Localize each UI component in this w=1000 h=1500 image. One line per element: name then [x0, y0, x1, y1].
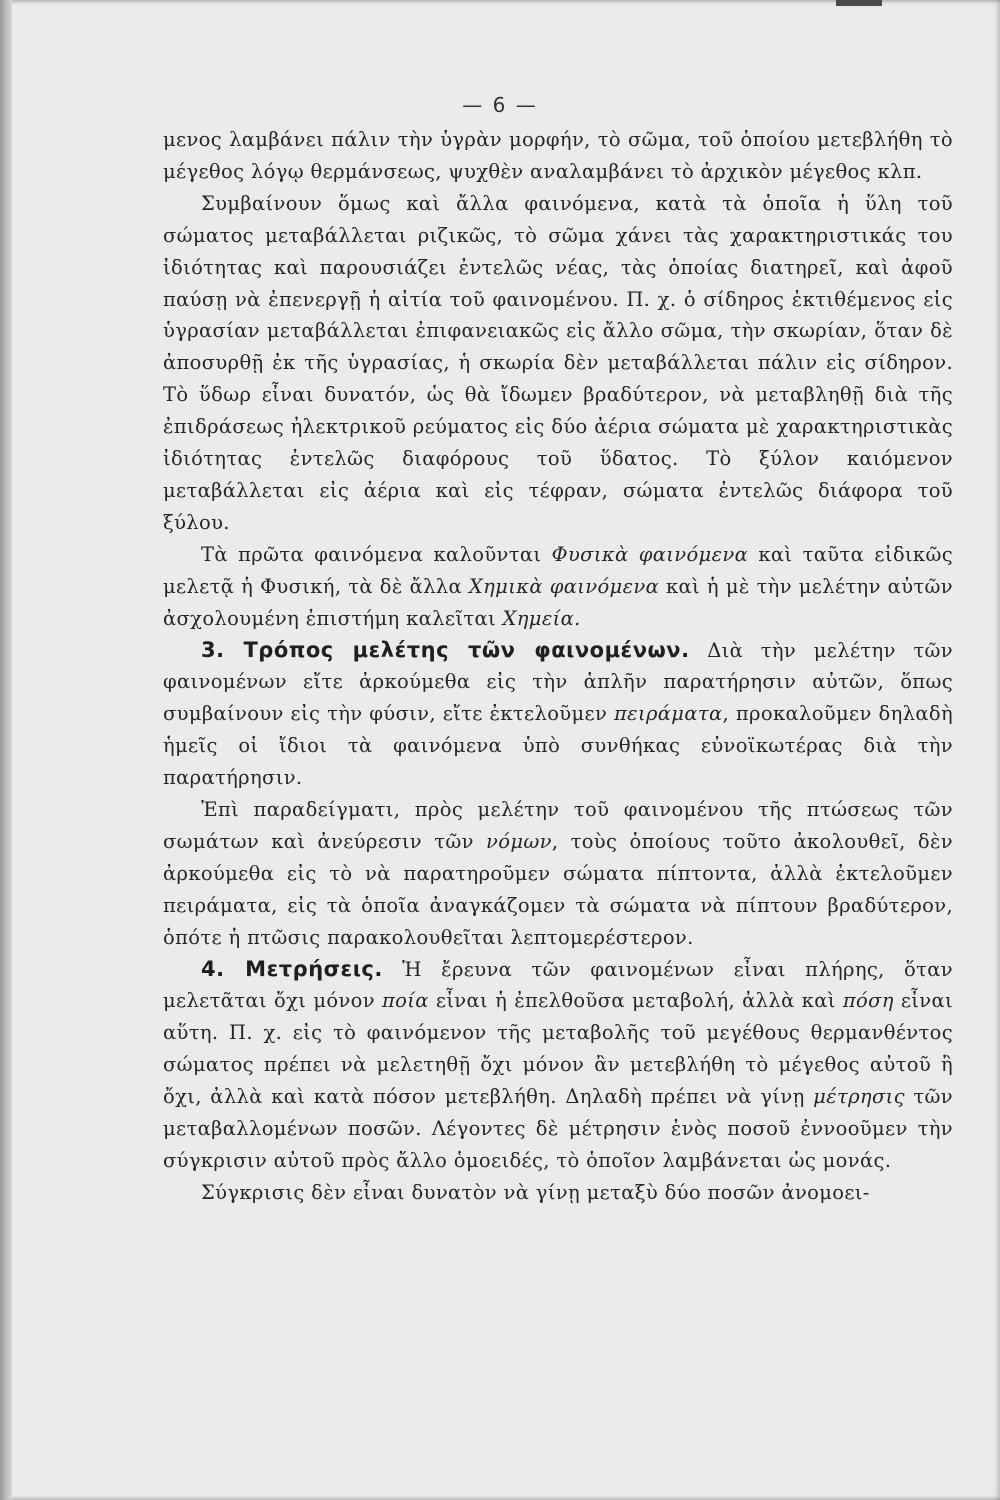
emphasized-text: Χημεία.: [502, 606, 581, 630]
text-run: Ἡ ἔρευνα τῶν φαινομένων εἶναι πλήρης, ὅταν μελετᾶται ὄχι μόνον: [163, 957, 954, 1013]
paragraph: [163, 188, 953, 539]
emphasized-text: νόμων: [486, 829, 552, 853]
text-run: καὶ ἡ μὲ τὴν μελέτην αὐτῶν ἀσχολουμένη ἐπιστήμη καλεῖται: [163, 574, 953, 630]
body-text: [163, 124, 953, 1209]
paragraph: [163, 1177, 953, 1209]
emphasized-text: πειράματα: [614, 702, 723, 726]
text-run: Διὰ τὴν μελέτην τῶν φαινομένων εἴτε ἀρκούμεθα εἰς τὴν ἁπλῆν παρατήρησιν αὐτῶν, ὅπως συμβαίνουν εἰς τὴν φύσιν, εἴτε ἐκτελοῦμεν: [163, 638, 954, 726]
emphasized-text: ποία: [382, 989, 429, 1013]
ink-mark: [836, 0, 882, 6]
paragraph: [163, 794, 953, 954]
emphasized-text: μέτρησις: [813, 1085, 905, 1109]
text-run: καὶ ταῦτα εἰδικῶς μελετᾷ ἡ Φυσική, τὰ δὲ ἄλλα: [163, 542, 953, 598]
paragraph: [163, 539, 953, 635]
emphasized-text: πόση: [842, 989, 894, 1013]
text-run: Τὰ πρῶτα φαινόμενα καλοῦνται: [201, 542, 552, 566]
page-shadow-edge: [0, 0, 12, 1500]
emphasized-text: Χημικὰ φαινόμενα: [468, 574, 660, 598]
emphasized-text: Φυσικὰ φαινόμενα: [551, 542, 749, 566]
paragraph: [163, 124, 953, 188]
paragraph: [163, 635, 953, 795]
text-run: μενος λαμβάνει πάλιν τὴν ὑγρὰν μορφήν, τὸ σῶμα, τοῦ ὁποίου μετεβλήθη τὸ μέγεθος λόγῳ θερμάνσεως, ψυχθὲν αναλαμβάνει τὸ ἀρχικὸν μέγεθος κλπ.: [163, 128, 953, 183]
section-heading: 3. Τρόπος μελέτης τῶν φαινομένων.: [201, 637, 690, 662]
paragraph: [163, 954, 953, 1177]
text-run: , τοὺς ὁποίους τοῦτο ἀκολουθεῖ, δὲν ἀρκούμεθα εἰς τὸ νὰ παρατηροῦμεν σώματα πίπτοντα, ἀλλὰ ἐκτελοῦμεν πειράματα, εἰς τὰ ὁποῖα ἀναγκάζομεν τὰ σώματα νὰ πίπτουν βραδύτερον, ὁπότε ἡ πτῶσις παρακολουθεῖται λεπτομερέστερον.: [163, 829, 954, 949]
text-run: τῶν μεταβαλλομένων ποσῶν. Λέγοντες δὲ μέτρησιν ἑνὸς ποσοῦ ἐννοοῦμεν τὴν σύγκρισιν αὐτοῦ πρὸς ἄλλο ὁμοειδές, τὸ ὁποῖον λαμβάνεται ὡς μονάς.: [163, 1085, 953, 1172]
page-number: — 6 —: [462, 93, 538, 117]
text-run: Συμβαίνουν ὅμως καὶ ἄλλα φαινόμενα, κατὰ τὰ ὁποῖα ἡ ὕλη τοῦ σώματος μεταβάλλεται ριζικῶς, τὸ σῶμα χάνει τὰς χαρακτηριστικάς του ἰδιότητας καὶ παρουσιάζει ἐντελῶς νέας, τὰς ὁποίας διατηρεῖ, καὶ ἀφοῦ παύσῃ νὰ ἐπενεργῇ ἡ αἰτία τοῦ φαινομένου. Π. χ. ὁ σίδηρος ἐκτιθέμενος εἰς ὑγρασίαν μεταβάλλεται ἐπιφανειακῶς εἰς ἄλλο σῶμα, τὴν σκωρίαν, ὅταν δὲ ἀποσυρθῇ ἐκ τῆς ὑγρασίας, ἡ σκωρία δὲν μεταβάλλεται πάλιν εἰς σίδηρον. Τὸ ὕδωρ εἶναι δυνατόν, ὡς θὰ ἴδωμεν βραδύτερον, νὰ μεταβληθῇ διὰ τῆς ἐπιδράσεως ἠλεκτρικοῦ ρεύματος εἰς δύο ἀέρια σώματα μὲ χαρακτηριστικὰς ἰδιότητας ἐντελῶς διαφόρους τοῦ ὕδατος. Τὸ ξύλον καιόμενον μεταβάλλεται εἰς ἀέρια καὶ εἰς τέφραν, σώματα ἐντελῶς διάφορα τοῦ ξύλου.: [163, 191, 953, 534]
text-run: εἶναι ἡ ἐπελθοῦσα μεταβολή, ἀλλὰ καὶ: [428, 989, 843, 1013]
text-run: , προκαλοῦμεν δηλαδὴ ἡμεῖς οἱ ἴδιοι τὰ φαινόμενα ὑπὸ συνθήκας εὐνοϊκωτέρας διὰ τὴν παρατήρησιν.: [163, 702, 953, 790]
text-run: εἶναι αὕτη. Π. χ. εἰς τὸ φαινόμενον τῆς μεταβολῆς τοῦ μεγέθους θερμανθέντος σώματος πρέπει νὰ μελετηθῇ ὄχι μόνον ἂν μετεβλήθη τὸ μέγεθος αὐτοῦ ἢ ὄχι, ἀλλὰ καὶ κατὰ πόσον μετεβλήθη. Δηλαδὴ πρέπει νὰ γίνῃ: [163, 989, 953, 1109]
text-run: Ἐπὶ παραδείγματι, πρὸς μελέτην τοῦ φαινομένου τῆς πτώσεως τῶν σωμάτων καὶ ἀνεύρεσιν τῶν: [163, 798, 953, 853]
text-run: Σύγκρισις δὲν εἶναι δυνατὸν νὰ γίνῃ μεταξὺ δύο ποσῶν ἀνομοει-: [201, 1180, 870, 1204]
section-heading: 4. Μετρήσεις.: [201, 956, 383, 981]
